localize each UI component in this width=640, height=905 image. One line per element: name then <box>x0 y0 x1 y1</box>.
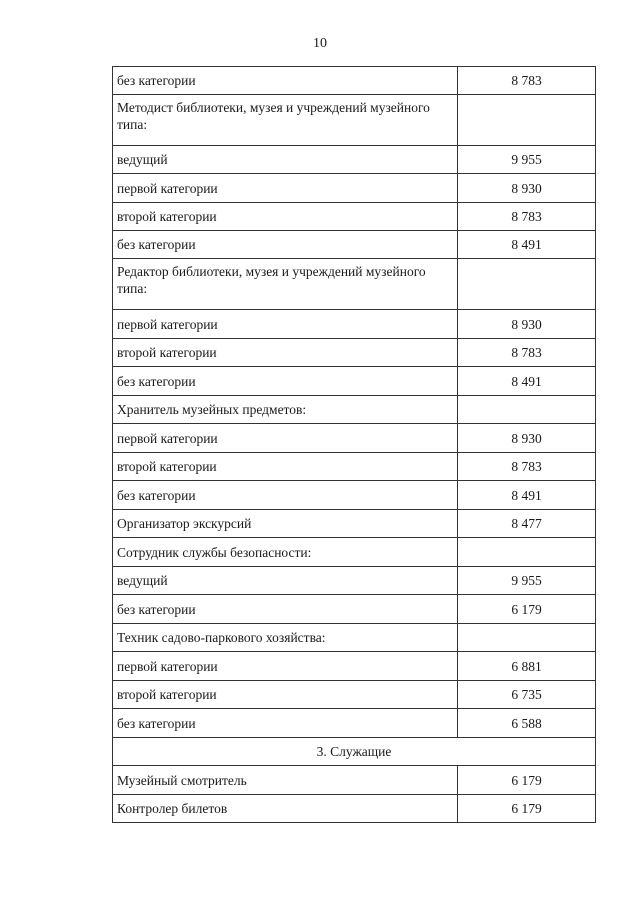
salary-value: 6 735 <box>458 681 596 709</box>
table-row <box>113 795 596 823</box>
salary-value: 8 783 <box>458 339 596 367</box>
position-name: без категории <box>113 67 458 95</box>
position-name: второй категории <box>113 339 458 367</box>
position-group-heading: Техник садово-паркового хозяйства: <box>113 624 458 652</box>
salary-value <box>458 396 596 424</box>
section-heading: 3. Служащие <box>113 738 596 766</box>
table-row <box>113 766 596 795</box>
salary-value: 8 930 <box>458 424 596 453</box>
position-name: Контролер билетов <box>113 795 458 823</box>
salary-value: 6 179 <box>458 795 596 823</box>
salary-value <box>458 538 596 567</box>
table-row <box>113 259 596 310</box>
table-row <box>113 95 596 146</box>
salary-value: 6 588 <box>458 709 596 738</box>
salary-value: 9 955 <box>458 567 596 595</box>
salary-value: 6 179 <box>458 766 596 795</box>
salary-table <box>112 66 596 823</box>
position-name: без категории <box>113 709 458 738</box>
salary-value: 8 783 <box>458 453 596 481</box>
position-name: Организатор экскурсий <box>113 510 458 538</box>
position-name: второй категории <box>113 453 458 481</box>
table-row <box>113 174 596 203</box>
position-name: второй категории <box>113 681 458 709</box>
position-group-heading: Редактор библиотеки, музея и учреждений музейного типа: <box>113 259 458 310</box>
table-row <box>113 624 596 652</box>
table-row <box>113 595 596 624</box>
table-row <box>113 481 596 510</box>
position-name: ведущий <box>113 146 458 174</box>
salary-value: 8 783 <box>458 203 596 231</box>
position-name: ведущий <box>113 567 458 595</box>
table-row <box>113 339 596 367</box>
position-name: без категории <box>113 595 458 624</box>
salary-value <box>458 95 596 146</box>
table-row <box>113 738 596 766</box>
salary-value: 8 783 <box>458 67 596 95</box>
position-group-heading: Сотрудник службы безопасности: <box>113 538 458 567</box>
table-row <box>113 681 596 709</box>
position-group-heading: Хранитель музейных предметов: <box>113 396 458 424</box>
table-row <box>113 652 596 681</box>
salary-value <box>458 259 596 310</box>
table-row <box>113 231 596 259</box>
table-row <box>113 424 596 453</box>
table-row <box>113 538 596 567</box>
position-name: второй категории <box>113 203 458 231</box>
table-row <box>113 396 596 424</box>
salary-value: 8 930 <box>458 174 596 203</box>
table-row <box>113 453 596 481</box>
position-name: первой категории <box>113 310 458 339</box>
position-name: первой категории <box>113 424 458 453</box>
salary-value: 8 491 <box>458 481 596 510</box>
table-row <box>113 67 596 95</box>
page-number: 10 <box>313 36 327 51</box>
table-row <box>113 310 596 339</box>
position-name: без категории <box>113 481 458 510</box>
position-name: первой категории <box>113 174 458 203</box>
salary-value <box>458 624 596 652</box>
salary-value: 8 491 <box>458 231 596 259</box>
salary-value: 6 179 <box>458 595 596 624</box>
salary-value: 8 491 <box>458 367 596 396</box>
position-name: Музейный смотритель <box>113 766 458 795</box>
salary-value: 6 881 <box>458 652 596 681</box>
position-name: без категории <box>113 231 458 259</box>
table-row <box>113 510 596 538</box>
table-row <box>113 203 596 231</box>
table-row <box>113 567 596 595</box>
salary-value: 8 477 <box>458 510 596 538</box>
position-name: первой категории <box>113 652 458 681</box>
salary-value: 8 930 <box>458 310 596 339</box>
position-group-heading: Методист библиотеки, музея и учреждений музейного типа: <box>113 95 458 146</box>
salary-value: 9 955 <box>458 146 596 174</box>
table-row <box>113 709 596 738</box>
table-row <box>113 146 596 174</box>
table-row <box>113 367 596 396</box>
position-name: без категории <box>113 367 458 396</box>
